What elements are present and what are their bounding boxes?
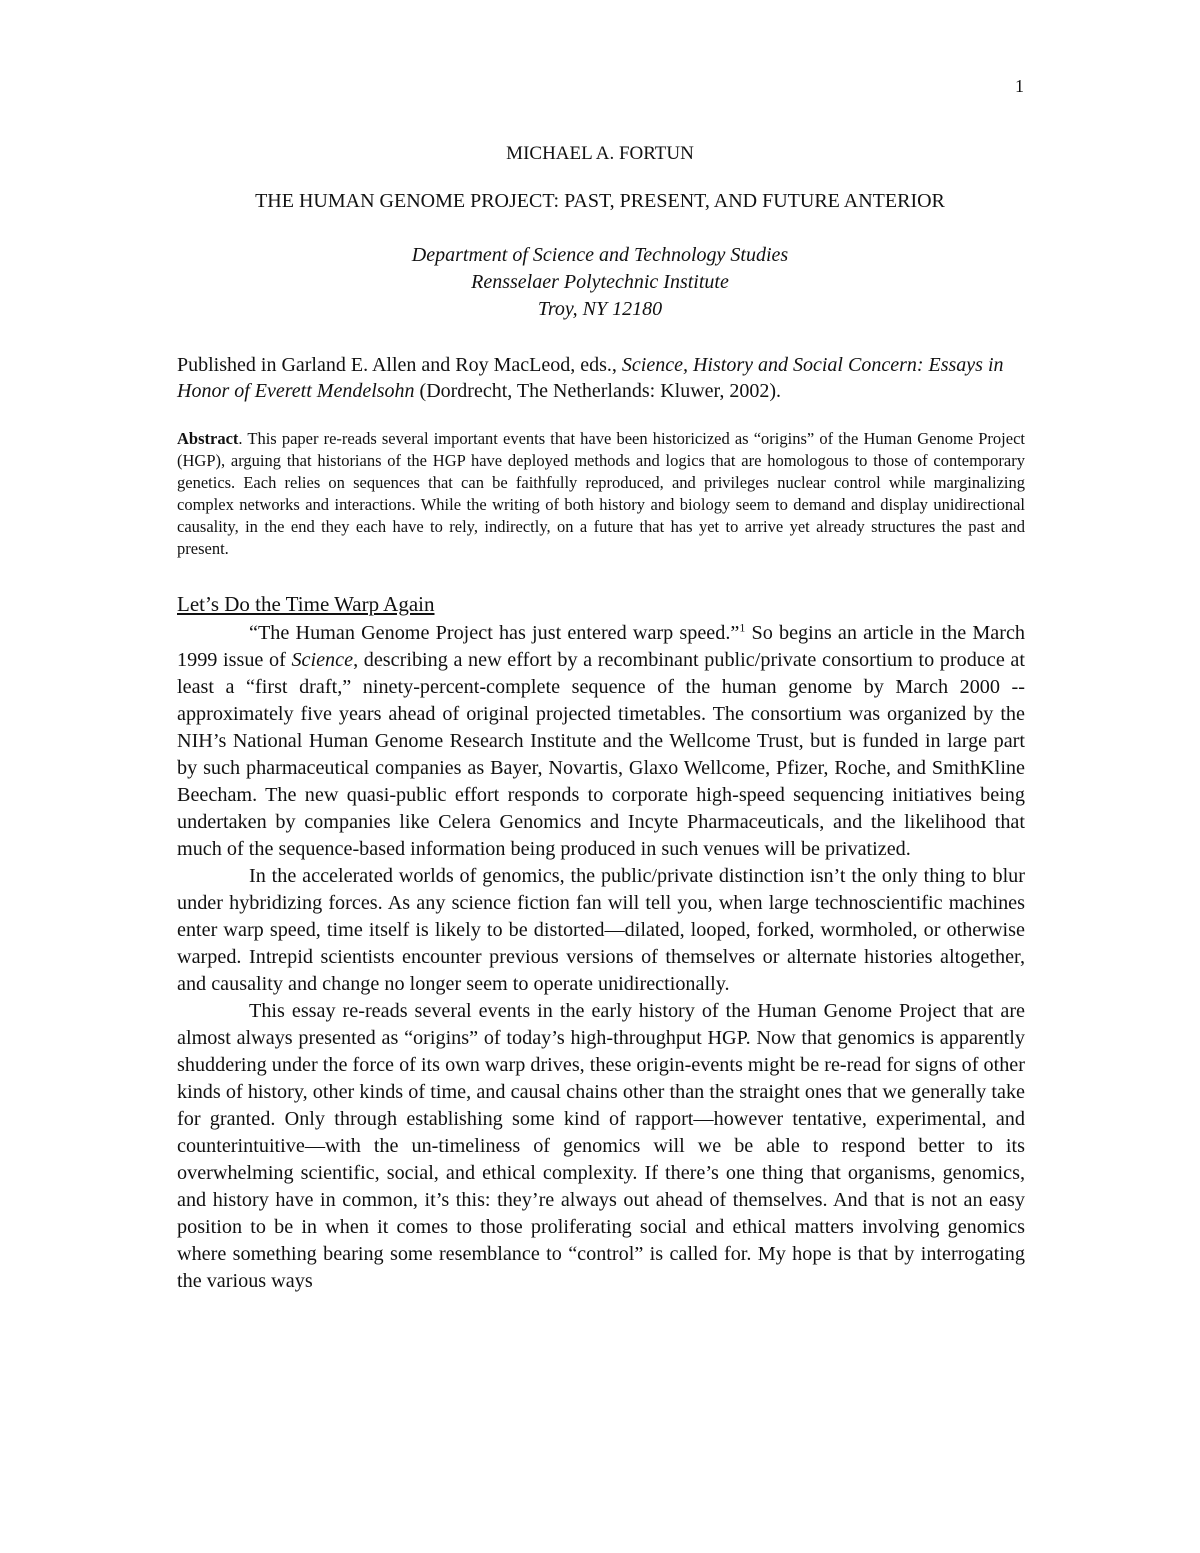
paragraph-2: In the accelerated worlds of genomics, the public/private distinction isn’t the only thing to blur under hybridizing forces. As any science fiction fan will tell you, when large technoscientific machines enter warp speed, time itself is likely to be distorted—dilated, looped, forked, wormholed, or otherwise warped. Intrepid scientists encounter previous versions of themselves or alternate histories altogether, and causality and change no longer seem to operate unidirectionally. [177,865,1025,995]
paragraph-1-text-a: So begins an article in the March 1999 issue of [177,622,1026,671]
paragraph-1-quote: “The Human Genome Project has just entered warp speed.” [249,622,740,644]
affiliation-institute: Rensselaer Polytechnic Institute [471,271,729,293]
affiliation-address: Troy, NY 12180 [537,298,663,320]
abstract-text: . This paper re-reads several important events that have been historicized as “origins” of the Human Genome Project (HGP), arguing that historians of the HGP have deployed methods and logics that are homologous to those of contemporary genetics. Each relies on sequences that can be faithfully reproduced, and privileges nuclear control while marginalizing complex networks and interactions. While the writing of both history and biology seem to demand and display unidirectional causality, in the end they each have to rely, indirectly, on a future that has yet to arrive yet already structures the past and present. [177,429,1025,558]
publication-prefix: Published in Garland E. Allen and Roy MacLeod, eds., [177,354,622,376]
abstract [177,428,1025,560]
author-name: MICHAEL A. FORTUN [506,143,694,164]
affiliation-block [0,242,1200,323]
publication-suffix: (Dordrecht, The Netherlands: Kluwer, 2002). [414,380,782,402]
page-number: 1 [1015,76,1024,96]
paper-title: THE HUMAN GENOME PROJECT: PAST, PRESENT, AND FUTURE ANTERIOR [255,190,945,212]
paragraph-1 [177,620,1025,863]
paragraph-3: This essay re-reads several events in the early history of the Human Genome Project that are almost always presented as “origins” of today’s high-throughput HGP. Now that genomics is apparently shuddering under the force of its own warp drives, these origin-events might be re-read for signs of other kinds of history, other kinds of time, and causal chains other than the straight ones that we generally take for granted. Only through establishing some kind of rapport—however tentative, experimental, and counterintuitive—with the un-timeliness of genomics will we be able to respond better to its overwhelming scientific, social, and ethical complexity. If there’s one thing that organisms, genomics, and history have in common, it’s this: they’re always out ahead of themselves. And that is not an easy position to be in when it comes to those proliferating social and ethical matters involving genomics where something bearing some resemblance to “control” is called for. My hope is that by interrogating the various ways [177,1000,1025,1292]
journal-name: Science [291,649,354,671]
paragraph-1-text-b: , describing a new effort by a recombinant public/private consortium to produce at least a “first draft,” ninety-percent-complete sequence of the human genome by March 2000 -- approximately five years ahead of original projected timetables. The consortium was organized by the NIH’s National Human Genome Research Institute and the Wellcome Trust, but is funded in large part by such pharmaceutical companies as Bayer, Novartis, Glaxo Wellcome, Pfizer, Roche, and SmithKline Beecham. The new quasi-public effort responds to corporate high-speed sequencing initiatives being undertaken by companies like Celera Genomics and Incyte Pharmaceuticals, and the likelihood that much of the sequence-based information being produced in such venues will be privatized. [177,649,1025,860]
abstract-label: Abstract [177,429,239,448]
footnote-marker[interactable]: 1 [739,620,746,635]
publication-note [177,352,1025,404]
body-text [177,620,1025,1295]
publication-book-title: Science, History and Social Concern: Essays in Honor of Everett Mendelsohn [177,354,1004,402]
affiliation-department: Department of Science and Technology Studies [411,244,789,266]
section-heading: Let’s Do the Time Warp Again [177,592,435,616]
